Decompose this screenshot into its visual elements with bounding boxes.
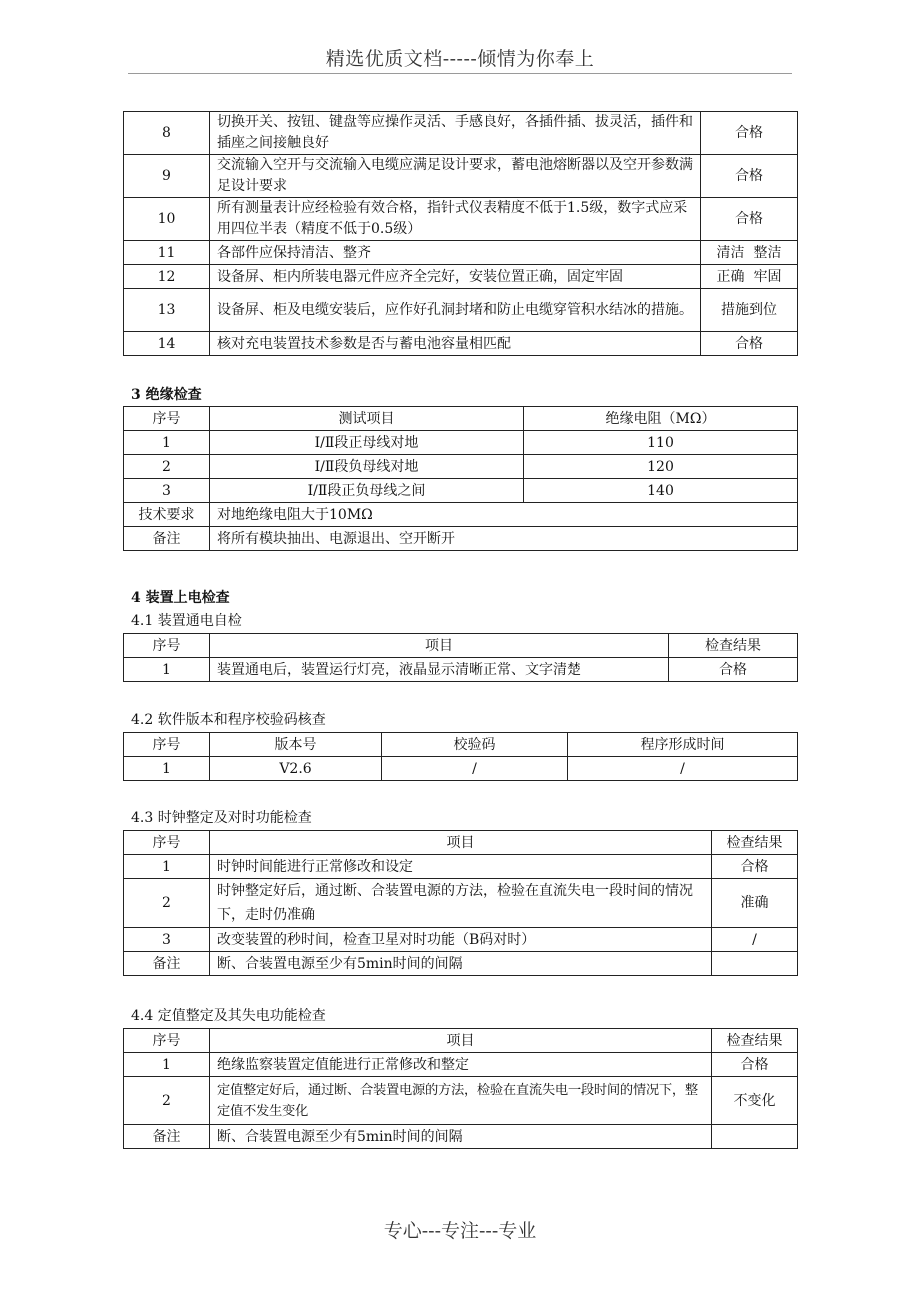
table-header-row (124, 733, 798, 757)
col-header-resistance: 绝缘电阻（MΩ） (524, 407, 798, 431)
row-number: 3 (124, 928, 210, 952)
row-result: 不变化 (712, 1077, 798, 1125)
row-number: 10 (124, 198, 210, 241)
table-row (124, 198, 798, 241)
row-number: 1 (124, 431, 210, 455)
table-row (124, 928, 798, 952)
col-header-result: 检查结果 (712, 1029, 798, 1053)
col-header-result: 检查结果 (712, 831, 798, 855)
section-3-title: 3 绝缘检查 (131, 387, 202, 403)
table-header-row (124, 634, 798, 658)
note-row (124, 527, 798, 551)
row-item: 切换开关、按钮、键盘等应操作灵活、手感良好，各插件插、拔灵活，插件和插座之间接触良好 (210, 112, 701, 155)
row-item: 定值整定好后，通过断、合装置电源的方法，检验在直流失电一段时间的情况下，整定值不发生变化 (210, 1077, 712, 1125)
note-text: 将所有模块抽出、电源退出、空开断开 (210, 527, 798, 551)
table-row (124, 455, 798, 479)
row-item: 时钟整定好后，通过断、合装置电源的方法，检验在直流失电一段时间的情况下，走时仍准确 (210, 879, 712, 928)
table-row (124, 289, 798, 332)
table-row (124, 1077, 798, 1125)
col-header-no: 序号 (124, 831, 210, 855)
note-text: 断、合装置电源至少有5min时间的间隔 (210, 952, 712, 976)
row-number: 14 (124, 332, 210, 356)
table-row (124, 431, 798, 455)
note-text: 断、合装置电源至少有5min时间的间隔 (210, 1125, 712, 1149)
header-divider (128, 73, 792, 74)
row-result: 合格 (701, 198, 798, 241)
setting-power-loss-table (123, 1028, 798, 1149)
table-row (124, 757, 798, 781)
row-item: 所有测量表计应经检验有效合格，指针式仪表精度不低于1.5级，数字式应采用四位半表（精度不低于0.5级） (210, 198, 701, 241)
table-row (124, 265, 798, 289)
row-number: 1 (124, 658, 210, 682)
row-number: 2 (124, 879, 210, 928)
row-number: 11 (124, 241, 210, 265)
row-result: 合格 (701, 112, 798, 155)
row-item: 设备屏、柜内所装电器元件应齐全完好，安装位置正确，固定牢固 (210, 265, 701, 289)
row-result: 合格 (701, 155, 798, 198)
row-result: 正确 牢固 (701, 265, 798, 289)
row-result: 合格 (712, 855, 798, 879)
row-result: 清洁 整洁 (701, 241, 798, 265)
table-row (124, 155, 798, 198)
col-header-item: 测试项目 (210, 407, 524, 431)
insulation-table (123, 406, 798, 551)
row-result: / (712, 928, 798, 952)
row-item: 时钟时间能进行正常修改和设定 (210, 855, 712, 879)
section-4-3-title: 4.3 时钟整定及对时功能检查 (131, 810, 312, 826)
row-checksum: / (382, 757, 568, 781)
section-4-4-title: 4.4 定值整定及其失电功能检查 (131, 1008, 326, 1024)
row-value: 110 (524, 431, 798, 455)
row-item: Ⅰ/Ⅱ段正负母线之间 (210, 479, 524, 503)
table-row (124, 1053, 798, 1077)
row-item: 交流输入空开与交流输入电缆应满足设计要求，蓄电池熔断器以及空开参数满足设计要求 (210, 155, 701, 198)
row-number: 9 (124, 155, 210, 198)
table-row (124, 112, 798, 155)
row-number: 1 (124, 757, 210, 781)
row-value: 140 (524, 479, 798, 503)
row-item: 装置通电后，装置运行灯亮，液晶显示清晰正常、文字清楚 (210, 658, 669, 682)
power-on-self-test-table (123, 633, 798, 682)
table-header-row (124, 1029, 798, 1053)
row-value: 120 (524, 455, 798, 479)
row-item: 绝缘监察装置定值能进行正常修改和整定 (210, 1053, 712, 1077)
col-header-no: 序号 (124, 1029, 210, 1053)
clock-sync-table (123, 830, 798, 976)
note-result (712, 1125, 798, 1149)
section-4-title: 4 装置上电检查 (131, 590, 230, 606)
table-row (124, 658, 798, 682)
col-header-result: 检查结果 (669, 634, 798, 658)
col-header-checksum: 校验码 (382, 733, 568, 757)
col-header-item: 项目 (210, 831, 712, 855)
tech-requirement-label: 技术要求 (124, 503, 210, 527)
row-number: 8 (124, 112, 210, 155)
row-item: 设备屏、柜及电缆安装后，应作好孔洞封堵和防止电缆穿管积水结冰的措施。 (210, 289, 701, 332)
page-footer: 专心---专注---专业 (383, 1220, 537, 1242)
row-item: Ⅰ/Ⅱ段负母线对地 (210, 455, 524, 479)
page-header: 精选优质文档-----倾情为你奉上 (325, 48, 595, 70)
row-result: 合格 (701, 332, 798, 356)
row-result: 合格 (669, 658, 798, 682)
row-result: 合格 (712, 1053, 798, 1077)
col-header-item: 项目 (210, 1029, 712, 1053)
tech-requirement-text: 对地绝缘电阻大于10MΩ (210, 503, 798, 527)
section-4-1-title: 4.1 装置通电自检 (131, 613, 242, 629)
note-label: 备注 (124, 1125, 210, 1149)
col-header-no: 序号 (124, 634, 210, 658)
row-version: V2.6 (210, 757, 382, 781)
table-row (124, 855, 798, 879)
table-header-row (124, 831, 798, 855)
table-row (124, 879, 798, 928)
row-item: Ⅰ/Ⅱ段正母线对地 (210, 431, 524, 455)
row-item: 改变装置的秒时间，检查卫星对时功能（B码对时） (210, 928, 712, 952)
table-row (124, 241, 798, 265)
row-number: 12 (124, 265, 210, 289)
col-header-build-time: 程序形成时间 (568, 733, 798, 757)
table-row (124, 332, 798, 356)
note-row (124, 952, 798, 976)
row-number: 13 (124, 289, 210, 332)
software-version-table (123, 732, 798, 781)
row-result: 准确 (712, 879, 798, 928)
row-number: 3 (124, 479, 210, 503)
col-header-item: 项目 (210, 634, 669, 658)
col-header-version: 版本号 (210, 733, 382, 757)
note-row (124, 1125, 798, 1149)
col-header-no: 序号 (124, 407, 210, 431)
col-header-no: 序号 (124, 733, 210, 757)
inspection-table-continued (123, 111, 798, 356)
row-item: 各部件应保持清洁、整齐 (210, 241, 701, 265)
row-result: 措施到位 (701, 289, 798, 332)
row-number: 2 (124, 1077, 210, 1125)
row-build-time: / (568, 757, 798, 781)
note-label: 备注 (124, 527, 210, 551)
row-number: 1 (124, 855, 210, 879)
section-4-2-title: 4.2 软件版本和程序校验码核查 (131, 712, 326, 728)
note-result (712, 952, 798, 976)
note-label: 备注 (124, 952, 210, 976)
row-number: 1 (124, 1053, 210, 1077)
table-header-row (124, 407, 798, 431)
row-item: 核对充电装置技术参数是否与蓄电池容量相匹配 (210, 332, 701, 356)
tech-requirement-row (124, 503, 798, 527)
table-row (124, 479, 798, 503)
row-number: 2 (124, 455, 210, 479)
